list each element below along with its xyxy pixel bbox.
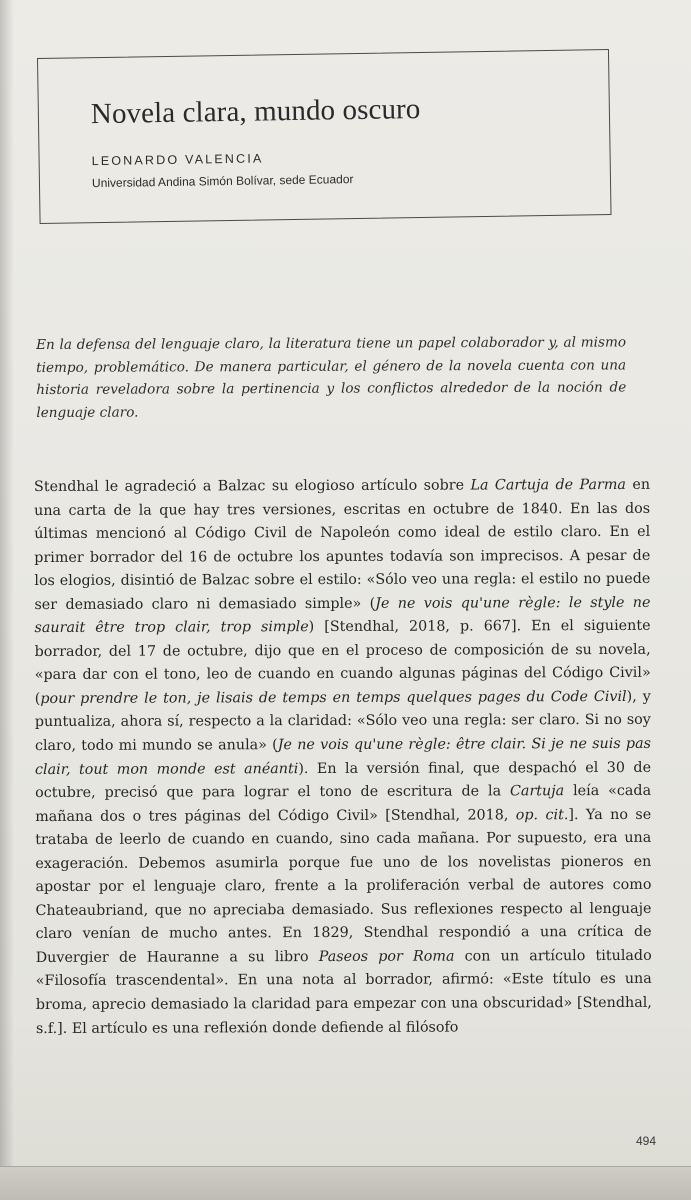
body-italic-run: Paseos por Roma bbox=[318, 948, 455, 965]
article-title: Novela clara, mundo oscuro bbox=[90, 92, 421, 131]
body-text-run: ) [Stendhal, 2018, p. 667]. En el siguiente borrador, del 17 de octubre, dijo que en el proceso de composición de su novela, «para dar con el tono, leo de cuando en cuando algunas páginas del Código Civil» ( bbox=[34, 618, 656, 707]
body-text-run: ]. Ya no se trataba de leerlo de cuando en cuando, sino cada mañana. Por supuesto, era una exageración. Debemos asumirla porque fue uno de los novelistas pioneros en apostar por el lenguaje claro, frente a la proliferación verbal de autores como Chateaubriand, que no apreciaba demasiado. Sus reflexiones respecto al lenguaje claro venían de mucho antes. En 1829, Stendhal respondió a una crítica de Duvergier de Hauranne a su libro bbox=[35, 806, 657, 966]
next-page-edge bbox=[0, 1166, 691, 1200]
body-text-run: Stendhal le agradeció a Balzac su elogioso artículo sobre bbox=[34, 477, 471, 495]
body-text-run: ). En la versión final, que despachó el 30 de octubre, precisó que para lograr el tono de escritura de la bbox=[35, 759, 656, 802]
page-number: 494 bbox=[636, 1134, 657, 1148]
article-header-box bbox=[37, 49, 612, 224]
body-text-run: ), y puntualiza, ahora sí, respecto a la claridad: «Sólo veo una regla: ser claro. Si no soy claro, todo mi mundo se anula» ( bbox=[34, 688, 656, 755]
body-italic-run: Je ne vois qu'une règle: le style ne saurait être trop clair, trop simple bbox=[34, 594, 651, 637]
author-affiliation: Universidad Andina Simón Bolívar, sede Ecuador bbox=[91, 172, 354, 191]
body-italic-run: Cartuja bbox=[509, 783, 565, 800]
body-italic-run: pour prendre le ton, je lisais de temps en temps quelques pages du Code Civil bbox=[40, 688, 627, 707]
body-italic-run: La Cartuja de Parma bbox=[470, 476, 626, 494]
page-edge-shadow bbox=[0, 0, 14, 1200]
abstract: En la defensa del lenguaje claro, la literatura tiene un papel colaborador y, al mismo tiempo, problemático. De manera particular, el género de la novela cuenta con una historia reveladora sobre la pertinencia y los conflictos alrededor de la noción de lenguaje claro. bbox=[36, 334, 627, 421]
body-text-run: leía «cada mañana dos o tres páginas del Código Civil» [Stendhal, 2018, bbox=[35, 782, 656, 825]
body-italic-run: op. cit. bbox=[515, 806, 569, 823]
author-name: LEONARDO VALENCIA bbox=[91, 151, 264, 169]
body-text-run: en una carta de la que hay tres versiones, escritas en octubre de 1840. En las dos últimas mencionó al Código Civil de Napoleón como ideal de estilo claro. En el primer borrador del 16 de octubre los apuntes todavía son imprecisos. A pesar de los elogios, disintió de Balzac sobre el estilo: «Sólo veo una regla: el estilo no puede ser demasiado claro ni demasiado simple» ( bbox=[34, 476, 655, 613]
body-text-run: con un artículo titulado «Filosofía trascendental». En una nota al borrador, afirmó: «Este título es una broma, aprecio demasiado la claridad para empezar con una obscuridad» [Stendhal, s.f.]. El artículo es una reflexión donde defiende al filósofo bbox=[35, 947, 657, 1037]
body-paragraph bbox=[34, 474, 657, 1041]
body-italic-run: Je ne vois qu'une règle: être clair. Si je ne suis pas clair, tout mon monde est anéanti bbox=[34, 735, 651, 778]
